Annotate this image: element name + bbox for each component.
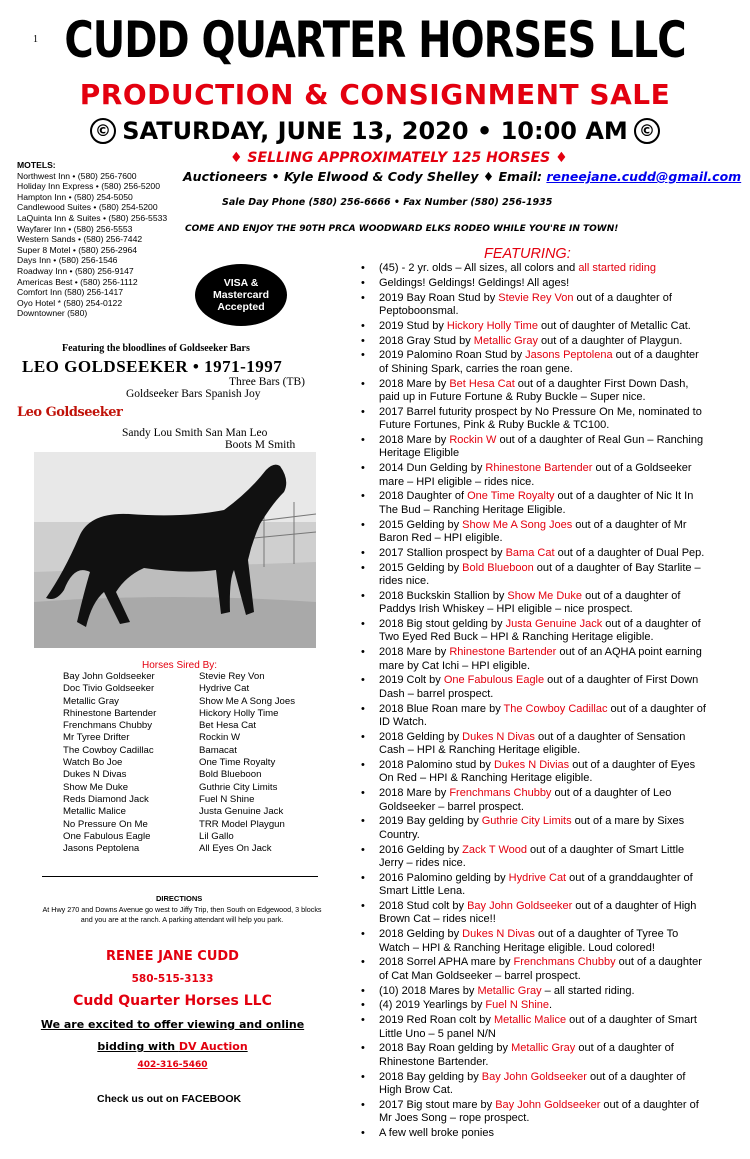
sire-name: Dukes N Divas	[63, 769, 127, 781]
pedigree-line: Boots M Smith	[225, 439, 296, 451]
email-link[interactable]: reneejane.cudd@gmail.com	[546, 169, 742, 184]
item-text: 2018 Big stout gelding by	[379, 618, 506, 631]
item-text: out of a daughter of Cat Man Goldseeker – barrel prospect.	[379, 956, 702, 982]
sire-name-highlight: Bama Cat	[505, 546, 555, 559]
item-text: out of an AQHA point earning mare by Cat Ichi – HPI eligible.	[379, 646, 702, 672]
sire-name: All Eyes On Jack	[199, 843, 272, 855]
sire-name: Show Me A Song Joes	[199, 695, 295, 707]
featured-horse-item	[355, 787, 710, 814]
item-text: 2018 Gray Stud by	[379, 334, 474, 347]
item-text: (10) 2018 Mares by	[379, 984, 478, 997]
sire-name: One Time Royalty	[199, 757, 276, 769]
contact-phone: 580-515-3133	[131, 973, 214, 985]
motel-item: Downtowner (580)	[17, 308, 88, 319]
item-text: A few well broke ponies	[379, 1127, 494, 1140]
item-text: out of a daughter of Mr Baron Red – HPI eligible.	[379, 518, 687, 545]
motel-item: Comfort Inn (580) 256-1417	[17, 287, 124, 298]
sire-name-highlight: Bold Blueboon	[462, 561, 534, 574]
item-text: out of a daughter of Peptoboonsmal.	[379, 291, 672, 317]
sire-name-highlight: Stevie Rey Von	[498, 291, 574, 304]
item-text: 2019 Red Roan colt by	[379, 1014, 494, 1027]
featured-horse-item	[355, 1014, 710, 1041]
item-text: 2018 Bay Roan gelding by	[379, 1042, 512, 1055]
item-text: 2018 Mare by	[379, 787, 450, 800]
sale-date-line	[90, 117, 660, 145]
sire-name: Bold Blueboon	[199, 769, 262, 781]
sire-name: Rockin W	[199, 732, 241, 744]
online-bidding-line1: We are excited to offer viewing and online	[40, 1018, 305, 1031]
item-text: 2018 Stud colt by	[379, 900, 468, 913]
item-text: out of a daughter First Down Dash, paid up in Future Fortune & Ruby Buckle – Super nice.	[379, 377, 689, 403]
item-text: (45) - 2 yr. olds – All sizes, all colors and	[379, 262, 579, 274]
item-text: out of a daughter of Mr Joes Song – rope prospect.	[379, 1098, 699, 1125]
item-text: 2018 Sorrel APHA mare by	[379, 956, 514, 969]
item-text: 2015 Gelding by	[379, 561, 463, 574]
badge-line: VISA &	[223, 277, 259, 289]
item-text: out of a daughter of First Down Dash – barrel prospect.	[379, 674, 699, 700]
stallion-name-graphic: Leo Goldseeker	[17, 405, 123, 420]
item-text: 2015 Gelding by	[379, 518, 463, 531]
sire-name: Metallic Gray	[63, 695, 119, 707]
featured-horse-item	[355, 900, 710, 927]
sire-name: Reds Diamond Jack	[63, 793, 149, 805]
item-text: 2019 Bay gelding by	[379, 815, 482, 828]
featured-horse-item	[355, 590, 710, 617]
sire-name-highlight: Bay John Goldseeker	[467, 900, 573, 913]
featured-horse-item	[355, 872, 710, 899]
item-text: out of a daughter of Real Gun – Ranching Heritage Eligible	[379, 434, 704, 460]
featuring-list	[355, 262, 710, 1142]
horse-photo	[34, 452, 316, 648]
sire-name: Bay John Goldseeker	[63, 671, 155, 682]
motel-item: Northwest Inn • (580) 256-7600	[17, 170, 137, 181]
motel-item: Western Sands • (580) 256-7442	[17, 234, 143, 245]
item-text: out of a daughter of Two Eyed Red Buck – HPI & Ranching Heritage eligible.	[379, 618, 701, 644]
sire-name-highlight: Show Me Duke	[507, 589, 583, 602]
item-text: out of a Goldseeker mare – HPI eligible – rides nice.	[379, 462, 692, 488]
sire-name: TRR Model Playgun	[199, 818, 285, 830]
sire-name-highlight: Hickory Holly Time	[446, 319, 538, 332]
sire-name-highlight: Rhinestone Bartender	[485, 462, 593, 475]
item-text: 2017 Big stout mare by	[379, 1098, 496, 1111]
featured-horse-item	[355, 378, 710, 405]
item-text: out of a daughter of Tyree To Watch – HPI & Ranching Heritage eligible. Loud colored!	[379, 928, 679, 954]
featured-horse-item	[355, 928, 710, 955]
facebook-note: Check us out on FACEBOOK	[97, 1093, 242, 1105]
featured-horse-item	[355, 985, 710, 998]
featured-horse-item	[355, 674, 710, 701]
dv-auction-phone: 402-316-5460	[137, 1060, 208, 1070]
motel-item: Americas Best • (580) 256-1112	[17, 276, 138, 287]
featured-horse-item	[355, 759, 710, 786]
sire-name: Lil Gallo	[199, 830, 234, 842]
sire-name-highlight: Dukes N Divias	[493, 759, 570, 772]
featured-horse-item	[355, 844, 710, 871]
item-text: – all started riding.	[541, 984, 635, 997]
sire-name: Jasons Peptolena	[63, 843, 140, 855]
sire-name: Hickory Holly Time	[199, 707, 279, 719]
page-number: 1	[33, 34, 38, 45]
featured-horse-item	[355, 406, 710, 433]
featured-horse-item	[355, 490, 710, 517]
featured-horse-item	[355, 519, 710, 546]
copyright-circle-icon: ©	[90, 118, 116, 144]
item-text: .	[549, 999, 553, 1012]
directions-title: DIRECTIONS	[156, 894, 203, 903]
item-text: out of a mare by Sixes Country.	[379, 815, 685, 841]
item-text: 2017 Stallion prospect by	[379, 546, 506, 559]
sire-name: Guthrie City Limits	[199, 781, 278, 793]
sire-name: Watch Bo Joe	[63, 757, 123, 769]
sire-name: Fuel N Shine	[199, 793, 255, 805]
item-text: (4) 2019 Yearlings by	[379, 999, 486, 1012]
item-text: 2017 Barrel futurity prospect by No Pressure On Me, nominated to Future Fortunes, Pink & Ruby Buckle & TC100.	[379, 405, 702, 432]
featured-horse-item	[355, 646, 710, 673]
featured-horse-item	[355, 1127, 710, 1140]
featured-horse-item	[355, 335, 710, 348]
item-text: 2019 Palomino Roan Stud by	[379, 349, 526, 362]
item-text: 2018 Bay gelding by	[379, 1070, 482, 1083]
sire-name-highlight: Dukes N Divas	[462, 928, 535, 941]
sale-date: SATURDAY, JUNE 13, 2020 • 10:00 AM	[122, 117, 628, 145]
contact-name: RENEE JANE CUDD	[106, 949, 239, 964]
item-text: out of a daughter of Dual Pep.	[554, 546, 705, 559]
sire-name-highlight: Guthrie City Limits	[481, 815, 572, 828]
motel-item: Roadway Inn • (580) 256-9147	[17, 265, 134, 276]
item-text: Geldings! Geldings! Geldings! All ages!	[379, 276, 570, 289]
item-text: out of a daughter of Smart Little Uno – 5 panel N/N	[379, 1014, 697, 1040]
featuring-title: FEATURING:	[484, 246, 571, 262]
featured-horse-item	[355, 999, 710, 1012]
motel-item: Candlewood Suites • (580) 254-5200	[17, 202, 158, 213]
motels-list	[17, 160, 167, 319]
item-text: 2018 Mare by	[379, 377, 450, 390]
motel-item: Days Inn • (580) 256-1546	[17, 255, 118, 266]
motel-item: Oyo Hotel * (580) 254-0122	[17, 297, 123, 308]
sire-name-highlight: One Fabulous Eagle	[443, 674, 545, 687]
item-text: out of a daughter of Shining Spark, carries the roan gene.	[379, 349, 699, 375]
stallion-title: LEO GOLDSEEKER • 1971-1997	[22, 357, 283, 376]
sire-name-highlight: Metallic Gray	[473, 334, 538, 347]
item-text: 2019 Colt by	[379, 674, 444, 687]
sired-list-col2	[199, 671, 295, 855]
sire-name-highlight: Metallic Gray	[511, 1042, 576, 1055]
motel-item: LaQuinta Inn & Suites • (580) 256-5533	[17, 212, 168, 223]
badge-line: Mastercard	[212, 289, 270, 301]
auctioneers-text: Auctioneers • Kyle Elwood & Cody Shelley ♦ Email:	[183, 169, 547, 184]
sired-by-title: Horses Sired By:	[142, 660, 218, 671]
featured-horse-item	[355, 320, 710, 333]
visa-mastercard-badge	[195, 264, 287, 326]
sire-name: Stevie Rey Von	[199, 671, 265, 682]
featured-horse-item	[355, 1099, 710, 1126]
sire-name: The Cowboy Cadillac	[63, 744, 154, 756]
motel-item: Wayfarer Inn • (580) 256-5553	[17, 223, 133, 234]
item-text: out of a daughter of Smart Little Jerry – rides nice.	[379, 843, 685, 870]
item-text: out of a daughter of Rhinestone Bartender.	[379, 1042, 674, 1068]
featured-horse-item	[355, 277, 710, 290]
sire-name-highlight: Metallic Gray	[477, 984, 542, 997]
sire-name-highlight: Rockin W	[449, 434, 497, 446]
sire-name: Hydrive Cat	[199, 683, 250, 695]
featured-horse-item	[355, 547, 710, 560]
featured-horse-item	[355, 731, 710, 758]
sire-name: Frenchmans Chubby	[63, 720, 153, 732]
item-text: out of a daughter of Playgun.	[537, 334, 683, 347]
sire-name-highlight: One Time Royalty	[467, 490, 555, 503]
item-text: out of a daughter of High Brown Cat – rides nice!!	[379, 900, 697, 926]
online-bidding-line2	[0, 1040, 345, 1053]
item-text: 2018 Palomino stud by	[379, 759, 494, 772]
item-text: 2018 Mare by	[379, 646, 450, 659]
item-text: 2018 Buckskin Stallion by	[379, 589, 508, 602]
item-text: out of a daughter of Nic It In The Bud – Ranching Heritage Eligible.	[379, 490, 694, 516]
sire-name: Bamacat	[199, 744, 237, 756]
phone-fax-line: Sale Day Phone (580) 256-6666 • Fax Number (580) 256-1935	[222, 197, 553, 208]
sire-name-highlight: Zack T Wood	[462, 843, 527, 856]
item-text: 2018 Gelding by	[379, 928, 463, 941]
sire-name-highlight: all started riding	[578, 262, 656, 274]
sire-name-highlight: Bay John Goldseeker	[495, 1098, 601, 1111]
pedigree-line: Three Bars (TB)	[229, 376, 305, 388]
item-text: out of daughter of Metallic Cat.	[537, 319, 691, 332]
bidding-text: bidding with	[97, 1040, 179, 1053]
item-text: 2018 Daughter of	[379, 490, 468, 503]
sire-name-highlight: Frenchmans Chubby	[513, 956, 616, 969]
item-text: 2018 Blue Roan mare by	[379, 702, 504, 715]
featured-horse-item	[355, 262, 710, 275]
item-text: 2014 Dun Gelding by	[379, 462, 486, 475]
badge-line: Accepted	[217, 301, 265, 313]
featured-horse-item	[355, 618, 710, 645]
featured-horse-item	[355, 292, 710, 319]
sire-name: No Pressure On Me	[63, 818, 148, 830]
pedigree-line: Sandy Lou Smith San Man Leo	[122, 427, 268, 439]
sale-subtitle: PRODUCTION & CONSIGNMENT SALE	[79, 78, 671, 111]
item-text: 2018 Mare by	[379, 434, 450, 446]
motel-item: Hampton Inn • (580) 254-5050	[17, 191, 133, 202]
item-text: out of a daughter of Bay Starlite – rides nice.	[379, 561, 701, 588]
sire-name-highlight: Justa Genuine Jack	[505, 618, 603, 631]
sire-name-highlight: Show Me A Song Joes	[462, 518, 573, 531]
company-name: Cudd Quarter Horses LLC	[73, 993, 272, 1009]
featured-horse-item	[355, 562, 710, 589]
page-title: CUDD QUARTER HORSES LLC	[64, 12, 686, 70]
item-text: out of a daughter of Eyes On Red – HPI & Ranching Heritage eligible.	[379, 759, 696, 785]
featured-horse-item	[355, 956, 710, 983]
featured-horse-item	[355, 703, 710, 730]
item-text: 2019 Stud by	[379, 319, 447, 332]
sire-name-highlight: Bet Hesa Cat	[449, 377, 515, 390]
sire-name-highlight: Frenchmans Chubby	[449, 787, 552, 800]
sire-name: Mr Tyree Drifter	[63, 732, 130, 744]
item-text: out of a daughter of ID Watch.	[379, 702, 706, 729]
rodeo-notice: COME AND ENJOY THE 90TH PRCA WOODWARD ELKS RODEO WHILE YOU'RE IN TOWN!	[185, 224, 619, 234]
featured-horse-item	[355, 434, 710, 461]
item-text: out of a daughter of Sensation Cash – HPI & Ranching Heritage eligible.	[379, 730, 686, 757]
item-text: 2018 Gelding by	[379, 730, 463, 743]
sire-name: One Fabulous Eagle	[63, 830, 151, 842]
auctioneers-line	[183, 169, 741, 184]
sire-name-highlight: Fuel N Shine	[485, 999, 550, 1012]
motel-item: Holiday Inn Express • (580) 256-5200	[17, 181, 160, 192]
sire-name: Doc Tivio Goldseeker	[63, 683, 155, 695]
sire-name-highlight: Hydrive Cat	[508, 871, 567, 884]
sire-name-highlight: Rhinestone Bartender	[449, 646, 557, 659]
featured-horse-item	[355, 349, 710, 376]
sire-name-highlight: Metallic Malice	[493, 1014, 567, 1027]
sire-name-highlight: Jasons Peptolena	[525, 349, 613, 362]
item-text: out of a daughter of Paddys Irish Whiskey – HPI eligible – nice prospect.	[379, 589, 681, 616]
sire-name: Justa Genuine Jack	[199, 806, 284, 818]
item-text: 2019 Bay Roan Stud by	[379, 291, 499, 304]
item-text: out of a daughter of Leo Goldseeker – barrel prospect.	[379, 787, 672, 813]
divider	[42, 876, 318, 877]
item-text: 2016 Palomino gelding by	[379, 871, 509, 884]
pedigree-line: Goldseeker Bars Spanish Joy	[126, 388, 261, 400]
sired-list-col1	[63, 671, 156, 855]
sire-name: Bet Hesa Cat	[199, 720, 257, 732]
selling-count: ♦ SELLING APPROXIMATELY 125 HORSES ♦	[230, 150, 568, 166]
item-text: out of a granddaughter of Smart Little Lena.	[379, 871, 693, 898]
featured-horse-item	[355, 1042, 710, 1069]
copyright-circle-icon: ©	[634, 118, 660, 144]
motel-item: Super 8 Motel • (580) 256-2964	[17, 244, 138, 255]
sire-name: Metallic Malice	[63, 806, 126, 818]
featured-horse-item	[355, 462, 710, 489]
motels-heading: MOTELS:	[17, 160, 56, 170]
item-text: 2016 Gelding by	[379, 843, 463, 856]
sire-name-highlight: The Cowboy Cadillac	[503, 702, 608, 715]
featured-horse-item	[355, 815, 710, 842]
bloodlines-heading: Featuring the bloodlines of Goldseeker Bars	[62, 343, 250, 354]
dv-auction-link[interactable]: DV Auction	[178, 1040, 248, 1053]
sire-name-highlight: Bay John Goldseeker	[481, 1070, 587, 1083]
directions-text: At Hwy 270 and Downs Avenue go west to Jiffy Trip, then South on Edgewood, 3 blocks and you are at the ranch. A parking attendant will help you park.	[42, 905, 322, 924]
sire-name-highlight: Dukes N Divas	[462, 730, 535, 743]
item-text: out of a daughter of High Brow Cat.	[379, 1070, 686, 1097]
sire-name: Show Me Duke	[63, 781, 129, 793]
featured-horse-item	[355, 1071, 710, 1098]
sire-name: Rhinestone Bartender	[63, 707, 157, 719]
